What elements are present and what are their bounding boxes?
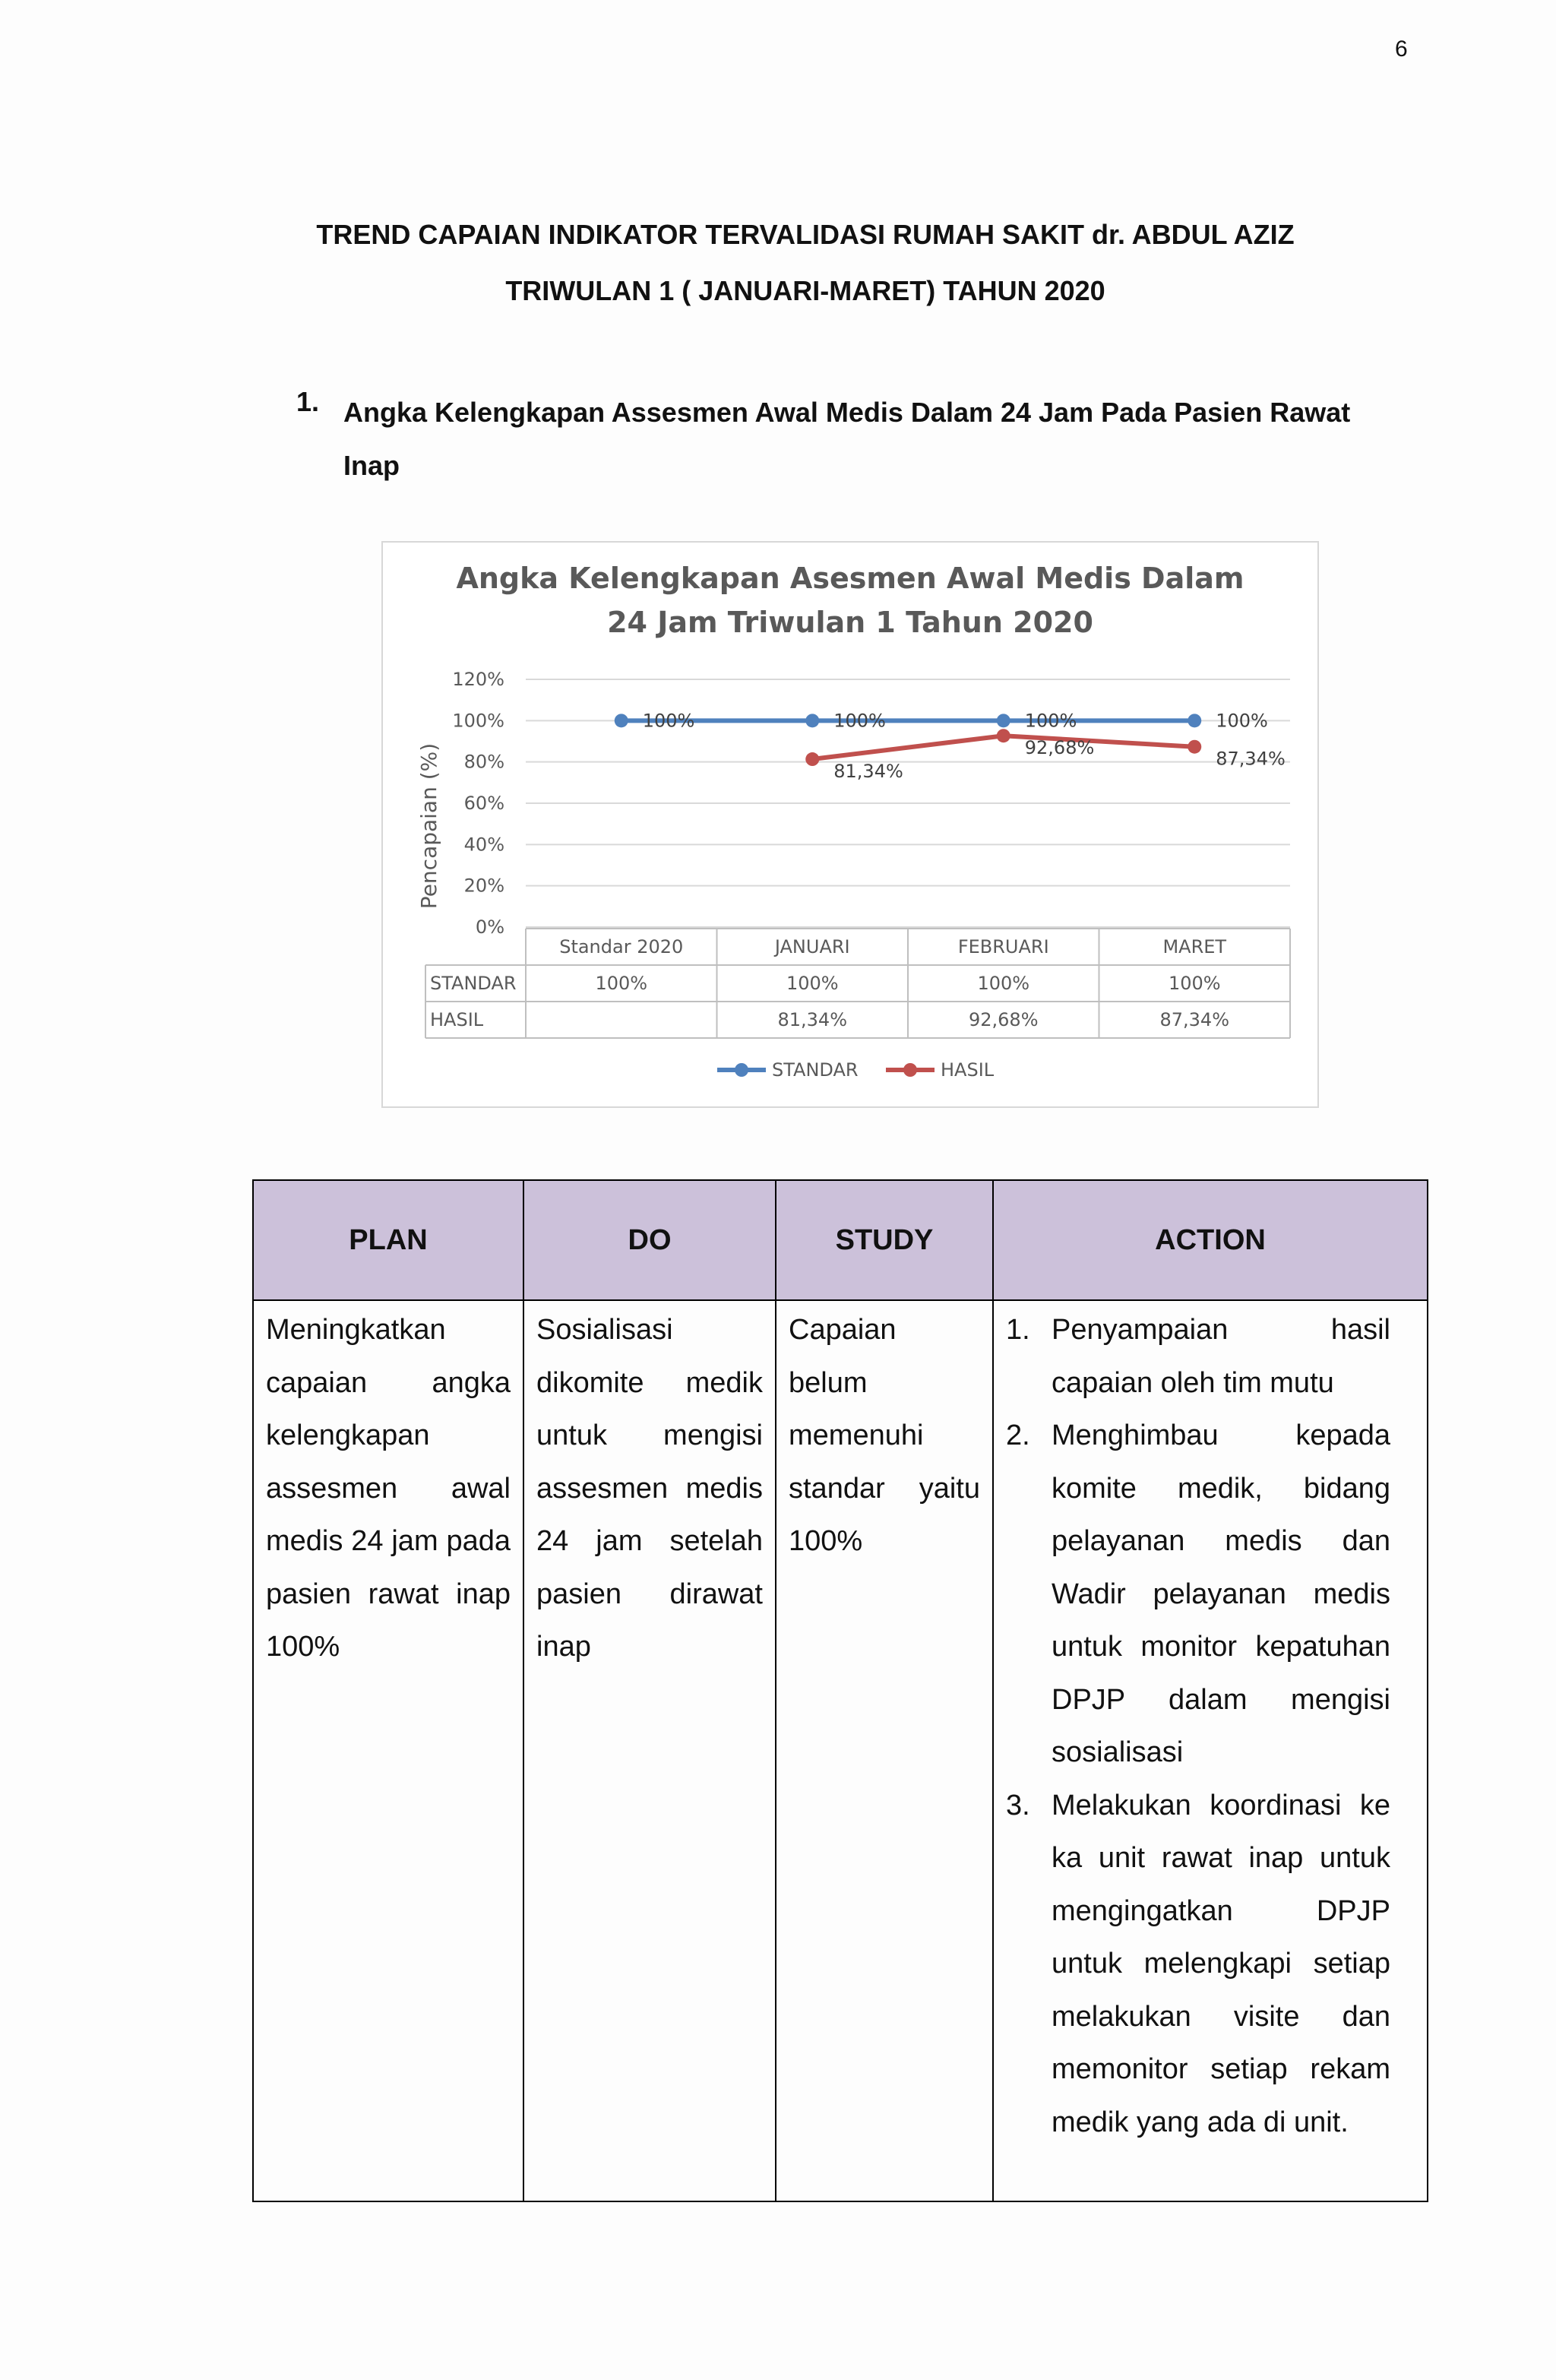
y-tick-label: 0% [475, 916, 504, 938]
table-series-name: STANDAR [430, 973, 517, 994]
plan-cell: Meningkatkan capaian angka kelengkapan assesmen awal medis 24 jam pada pasien rawat inap 100% [253, 1300, 523, 2201]
y-tick-label: 120% [452, 669, 504, 690]
table-value: 100% [595, 973, 648, 994]
table-value: 81,34% [777, 1009, 848, 1030]
data-label: 92,68% [1024, 737, 1095, 759]
pdca-header-row [253, 1180, 1428, 1300]
y-axis-label: Pencapaian (%) [416, 742, 441, 910]
page-number: 6 [1395, 36, 1408, 62]
section-title: Angka Kelengkapan Assesmen Awal Medis Dalam 24 Jam Pada Pasien Rawat Inap [343, 397, 1351, 481]
do-cell: Sosialisasi dikomite medik untuk mengisi assesmen medis 24 jam setelah pasien dirawat inap [523, 1300, 776, 2201]
chart-container [381, 541, 1319, 1108]
action-item [1003, 1780, 1390, 2150]
legend-label: STANDAR [772, 1059, 859, 1081]
action-item-text: Menghimbau kepada komite medik, bidang pelayanan medis dan Wadir pelayanan medis untuk monitor kepatuhan DPJP dalam mengisi sosialisasi [1052, 1419, 1390, 1768]
data-label: 100% [1024, 710, 1077, 732]
y-tick-label: 20% [463, 875, 504, 897]
data-label: 100% [1216, 710, 1268, 732]
do-header: DO [523, 1180, 776, 1300]
y-tick-label: 40% [463, 834, 504, 856]
data-point-standar [1188, 714, 1201, 727]
table-value: 100% [1168, 973, 1221, 994]
data-point-hasil [997, 729, 1010, 742]
report-title-line-2: TRIWULAN 1 ( JANUARI-MARET) TAHUN 2020 [505, 275, 1105, 306]
action-cell [993, 1300, 1428, 2201]
study-cell: Capaian belum memenuhi standar yaitu 100% [776, 1300, 993, 2201]
action-item [1003, 1410, 1390, 1780]
line-chart [383, 543, 1317, 1106]
action-item-text: Melakukan koordinasi ke ka unit rawat inap untuk mengingatkan DPJP untuk melengkapi setiap melakukan visite dan memonitor setiap rekam medik yang ada di unit. [1052, 1789, 1390, 2138]
table-value: 87,34% [1159, 1009, 1230, 1030]
study-header: STUDY [776, 1180, 993, 1300]
pdca-table [252, 1179, 1428, 2202]
chart-title: 24 Jam Triwulan 1 Tahun 2020 [607, 606, 1093, 639]
data-point-standar [805, 714, 819, 727]
table-value: 100% [786, 973, 839, 994]
action-item-text: Penyampaian hasil capaian oleh tim mutu [1052, 1314, 1390, 1399]
table-series-name: HASIL [430, 1009, 484, 1030]
action-item-number: 2. [1006, 1419, 1030, 1451]
data-point-standar [615, 714, 628, 727]
data-label: 100% [642, 710, 695, 732]
plan-header: PLAN [253, 1180, 523, 1300]
data-label: 81,34% [833, 761, 903, 783]
action-item-number: 1. [1006, 1314, 1030, 1346]
legend-marker [735, 1063, 748, 1077]
x-category-label: FEBRUARI [957, 936, 1049, 957]
y-tick-label: 60% [463, 793, 504, 814]
chart-title: Angka Kelengkapan Asesmen Awal Medis Dalam [456, 562, 1244, 595]
table-value: 92,68% [968, 1009, 1039, 1030]
x-category-label: JANUARI [774, 936, 850, 957]
y-tick-label: 80% [463, 751, 504, 773]
pdca-content-row [253, 1300, 1428, 2201]
action-item [1003, 1304, 1390, 1410]
data-label: 100% [833, 710, 886, 732]
data-point-hasil [1188, 740, 1201, 754]
data-label: 87,34% [1216, 748, 1286, 770]
table-value: 100% [977, 973, 1030, 994]
x-category-label: MARET [1162, 936, 1227, 957]
y-tick-label: 100% [452, 710, 504, 732]
data-point-hasil [805, 752, 819, 766]
section-number: 1. [296, 386, 320, 417]
legend-label: HASIL [941, 1059, 995, 1081]
report-title-line-1: TREND CAPAIAN INDIKATOR TERVALIDASI RUMAH SAKIT dr. ABDUL AZIZ [316, 219, 1295, 250]
legend-marker [903, 1063, 917, 1077]
x-category-label: Standar 2020 [559, 936, 684, 957]
data-point-standar [997, 714, 1010, 727]
action-list [1003, 1304, 1390, 2149]
action-header: ACTION [993, 1180, 1428, 1300]
action-item-number: 3. [1006, 1789, 1030, 1821]
